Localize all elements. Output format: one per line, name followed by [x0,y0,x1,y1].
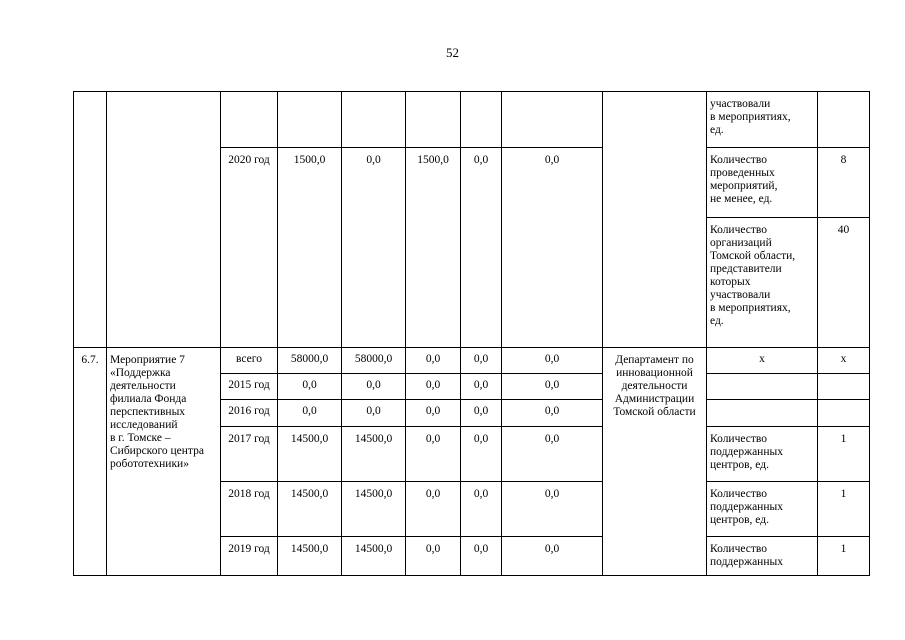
amount-cell: 0,0 [502,400,603,427]
target-cell: 1 [818,427,870,482]
year-cell: всего [221,348,278,374]
measure-title: Мероприятие 7 «Поддержка деятельности филиала Фонда перспективных исследований в г. Томске – Сибирского центра робототехники» [107,348,221,576]
amount-cell: 14500,0 [342,537,406,576]
target-cell: 40 [818,218,870,348]
target-cell: x [818,348,870,374]
amount-cell: 58000,0 [278,348,342,374]
amount-cell: 0,0 [278,374,342,400]
amount-cell: 0,0 [502,537,603,576]
target-cell [818,400,870,427]
amount-cell: 0,0 [502,348,603,374]
amount-cell: 0,0 [461,148,502,348]
executor-cell: Департамент по инновационной деятельности Администрации Томской области [603,348,707,576]
year-cell: 2020 год [221,148,278,348]
amount-cell: 14500,0 [278,537,342,576]
amount-cell: 0,0 [461,482,502,537]
page-number: 52 [446,45,459,60]
amount-cell: 0,0 [406,348,461,374]
amount-cell: 14500,0 [278,427,342,482]
indicator-cell: x [707,348,818,374]
amount-cell: 0,0 [502,374,603,400]
amount-cell: 58000,0 [342,348,406,374]
indicator-cell [707,400,818,427]
amount-cell: 0,0 [342,374,406,400]
amount-cell: 0,0 [461,374,502,400]
measure-cell-cont [107,92,221,348]
amount-cell: 0,0 [502,148,603,348]
indicator-cell: Количество проведенных мероприятий, не менее, ед. [707,148,818,218]
target-cell [818,374,870,400]
year-cell: 2017 год [221,427,278,482]
number-cell-cont [74,92,107,348]
amount-cell [502,92,603,148]
executor-cell-cont [603,92,707,348]
amount-cell: 0,0 [461,400,502,427]
amount-cell: 1500,0 [278,148,342,348]
target-cell [818,92,870,148]
year-cell: 2015 год [221,374,278,400]
target-cell: 1 [818,537,870,576]
amount-cell: 0,0 [502,482,603,537]
amount-cell: 0,0 [461,537,502,576]
amount-cell: 0,0 [406,374,461,400]
target-cell: 8 [818,148,870,218]
target-cell: 1 [818,482,870,537]
amount-cell: 0,0 [406,427,461,482]
indicator-cell: Количество поддержанных центров, ед. [707,482,818,537]
amount-cell [461,92,502,148]
amount-cell: 0,0 [406,400,461,427]
amount-cell: 14500,0 [342,482,406,537]
amount-cell [342,92,406,148]
indicator-cell: Количество поддержанных [707,537,818,576]
amount-cell: 0,0 [406,537,461,576]
amount-cell: 1500,0 [406,148,461,348]
indicator-cell: участвовали в мероприятиях, ед. [707,92,818,148]
amount-cell: 0,0 [342,148,406,348]
year-cell: 2018 год [221,482,278,537]
amount-cell: 0,0 [278,400,342,427]
table-row [74,348,870,374]
table-row [74,92,870,148]
year-cell [221,92,278,148]
year-cell: 2016 год [221,400,278,427]
amount-cell: 0,0 [461,427,502,482]
measure-number: 6.7. [74,348,107,576]
amount-cell: 0,0 [502,427,603,482]
indicator-cell [707,374,818,400]
year-cell: 2019 год [221,537,278,576]
indicator-cell: Количество поддержанных центров, ед. [707,427,818,482]
indicator-cell: Количество организаций Томской области, представители которых участвовали в мероприятиях, ед. [707,218,818,348]
amount-cell: 14500,0 [278,482,342,537]
amount-cell: 14500,0 [342,427,406,482]
program-table [73,91,870,576]
amount-cell [278,92,342,148]
amount-cell [406,92,461,148]
amount-cell: 0,0 [342,400,406,427]
amount-cell: 0,0 [406,482,461,537]
amount-cell: 0,0 [461,348,502,374]
